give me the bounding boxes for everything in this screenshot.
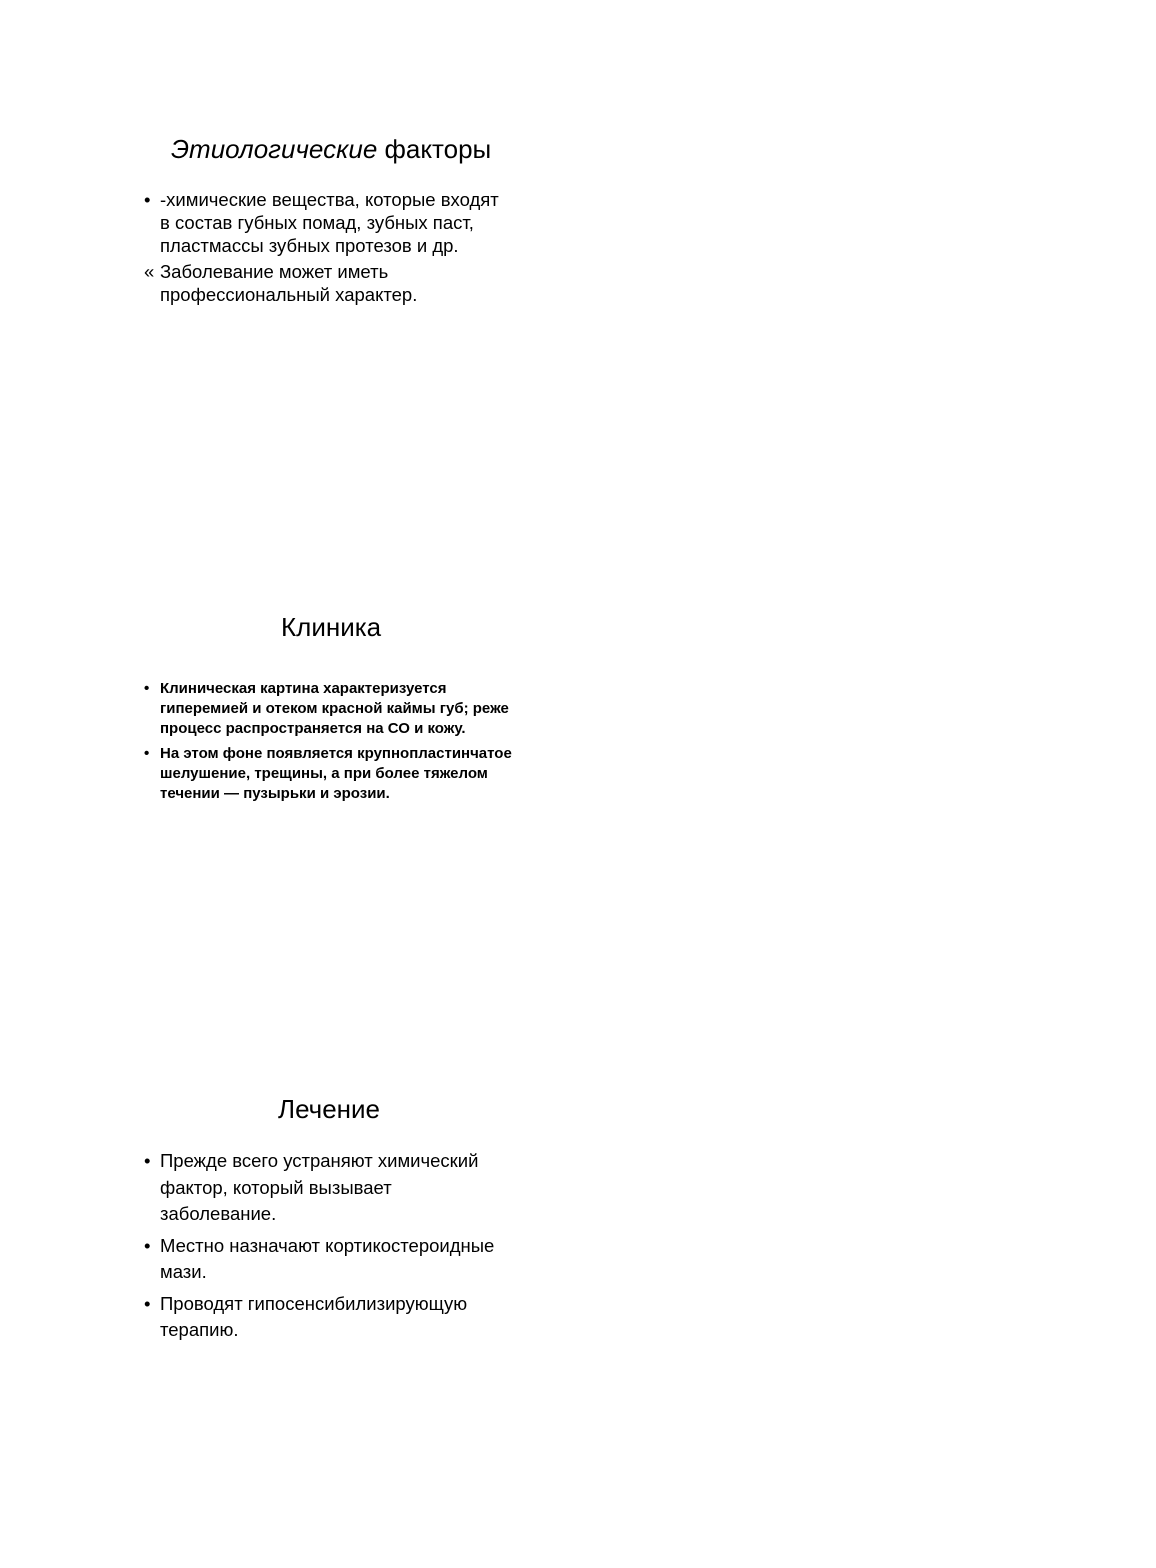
bullet-marker: « bbox=[144, 261, 155, 282]
bullet-list bbox=[144, 188, 499, 309]
bullet-item bbox=[144, 744, 512, 804]
slide-title-italic: Этиологические bbox=[171, 134, 378, 164]
bullet-item bbox=[144, 1233, 494, 1286]
slide-title: Лечение bbox=[278, 1094, 381, 1124]
bullet-item bbox=[144, 679, 512, 739]
slide-treatment bbox=[0, 980, 1156, 1568]
bullet-line: Местно назначают кортикостероидные bbox=[160, 1234, 495, 1256]
bullet-list bbox=[144, 679, 512, 809]
bullet-line: в состав губных помад, зубных паст, bbox=[160, 212, 474, 233]
bullet-marker: • bbox=[144, 189, 151, 210]
bullet-item bbox=[144, 260, 499, 306]
bullet-line: мази. bbox=[160, 1261, 207, 1282]
bullet-item bbox=[144, 188, 499, 257]
bullet-marker: • bbox=[144, 1234, 151, 1256]
bullet-line: пластмассы зубных протезов и др. bbox=[160, 235, 459, 256]
bullet-line: -химические вещества, которые входят bbox=[160, 189, 499, 210]
bullet-line: течении — пузырьки и эрозии. bbox=[160, 785, 390, 802]
slide-title: Клиника bbox=[281, 612, 382, 642]
bullet-item bbox=[144, 1148, 494, 1228]
slide-clinic bbox=[0, 480, 1156, 980]
slide-title bbox=[171, 133, 491, 165]
slide-title-rest: факторы bbox=[377, 134, 492, 164]
bullet-marker: • bbox=[144, 1150, 151, 1171]
bullet-line: На этом фоне появляется крупнопластинчатое bbox=[160, 745, 512, 762]
bullet-list bbox=[144, 1148, 494, 1349]
bullet-line: Прежде всего устраняют химический bbox=[160, 1150, 479, 1171]
bullet-line: Клиническая картина характеризуется bbox=[160, 680, 447, 697]
bullet-line: гиперемией и отеком красной каймы губ; реже bbox=[160, 700, 509, 717]
bullet-marker: • bbox=[144, 1292, 151, 1314]
bullet-line: процесс распространяется на СО и кожу. bbox=[160, 720, 466, 737]
bullet-item bbox=[144, 1291, 494, 1344]
bullet-line: Проводят гипосенсибилизирующую bbox=[160, 1292, 468, 1314]
bullet-marker: • bbox=[144, 745, 150, 762]
bullet-line: профессиональный характер. bbox=[160, 284, 418, 305]
bullet-line: Заболевание может иметь bbox=[160, 261, 389, 282]
bullet-line: фактор, который вызывает bbox=[160, 1176, 392, 1198]
bullet-line: терапию. bbox=[160, 1319, 239, 1340]
bullet-line: заболевание. bbox=[160, 1203, 277, 1224]
bullet-marker: • bbox=[144, 680, 150, 697]
slide-etiology bbox=[0, 0, 1156, 480]
bullet-line: шелушение, трещины, а при более тяжелом bbox=[160, 765, 488, 782]
